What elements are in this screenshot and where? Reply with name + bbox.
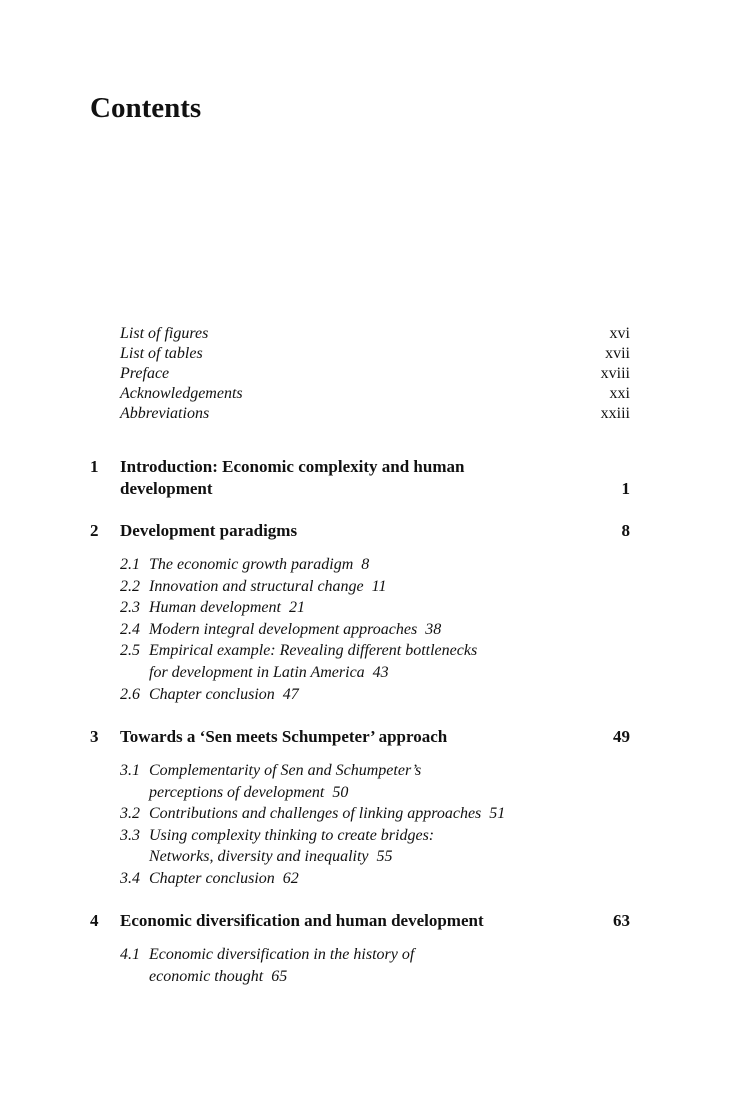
section-number: 3.3 bbox=[120, 826, 140, 844]
chapter-page: 8 bbox=[621, 521, 630, 540]
toc-entry[interactable] bbox=[120, 384, 630, 404]
section-page: 47 bbox=[282, 685, 299, 703]
section-page: 50 bbox=[332, 783, 349, 801]
entry-page: xxi bbox=[609, 385, 630, 402]
section-title: Human development bbox=[149, 599, 281, 617]
section-page: 38 bbox=[425, 620, 442, 638]
section-title: Empirical example: Revealing different bottlenecks for development in Latin America bbox=[149, 642, 478, 681]
entry-label: Abbreviations bbox=[120, 405, 210, 422]
section-number: 2.4 bbox=[120, 620, 140, 638]
chapter-heading[interactable] bbox=[90, 726, 630, 748]
chapter-heading[interactable] bbox=[90, 520, 630, 542]
section-page: 55 bbox=[376, 848, 393, 866]
page-title: Contents bbox=[90, 92, 202, 124]
chapter-page: 1 bbox=[621, 479, 630, 498]
section-entry[interactable] bbox=[120, 803, 505, 825]
section-number: 4.1 bbox=[120, 946, 140, 963]
chapter-number: 2 bbox=[90, 521, 99, 540]
section-page: 62 bbox=[282, 869, 299, 887]
entry-label: Preface bbox=[120, 365, 170, 382]
section-number: 2.5 bbox=[120, 642, 140, 660]
toc-entry[interactable] bbox=[120, 324, 630, 344]
section-number: 3.4 bbox=[120, 869, 140, 887]
section-title: Contributions and challenges of linking approaches bbox=[149, 805, 482, 823]
section-page: 65 bbox=[271, 967, 288, 985]
section-page: 21 bbox=[288, 599, 305, 617]
chapter-title: Towards a ‘Sen meets Schumpeter’ approach bbox=[120, 727, 448, 746]
section-entry[interactable] bbox=[120, 684, 499, 706]
chapter-number: 4 bbox=[90, 911, 99, 930]
chapter-title: Introduction: Economic complexity and human development bbox=[120, 457, 465, 498]
section-title: Chapter conclusion bbox=[149, 869, 275, 887]
section-entry[interactable] bbox=[120, 576, 499, 598]
section-entry[interactable] bbox=[120, 944, 419, 987]
section-page: 43 bbox=[372, 663, 389, 681]
entry-page: xviii bbox=[600, 365, 630, 382]
chapter-page: 63 bbox=[613, 911, 630, 930]
section-title: Innovation and structural change bbox=[149, 577, 364, 595]
entry-label: Acknowledgements bbox=[120, 385, 243, 402]
chapter-number: 3 bbox=[90, 727, 99, 746]
chapter-heading[interactable] bbox=[90, 456, 630, 500]
section-entry[interactable] bbox=[120, 825, 505, 868]
chapter-number: 1 bbox=[90, 457, 99, 476]
section-entry[interactable] bbox=[120, 868, 505, 890]
entry-page: xvi bbox=[609, 325, 630, 342]
section-page: 11 bbox=[371, 577, 387, 595]
toc-entry[interactable] bbox=[120, 344, 630, 364]
toc-entry[interactable] bbox=[120, 364, 630, 384]
entry-label: List of figures bbox=[120, 325, 209, 342]
section-list bbox=[120, 554, 499, 705]
section-page: 8 bbox=[361, 556, 370, 573]
section-list bbox=[120, 760, 505, 890]
section-number: 2.1 bbox=[120, 556, 140, 573]
toc-entry[interactable] bbox=[120, 404, 630, 424]
front-matter-list bbox=[120, 324, 630, 424]
entry-page: xvii bbox=[605, 345, 630, 362]
section-entry[interactable] bbox=[120, 640, 499, 683]
section-title: Using complexity thinking to create bridges: Networks, diversity and inequality bbox=[149, 826, 435, 866]
section-entry[interactable] bbox=[120, 619, 499, 641]
section-number: 2.3 bbox=[120, 599, 140, 617]
section-entry[interactable] bbox=[120, 760, 505, 803]
chapter-page: 49 bbox=[613, 727, 630, 746]
section-title: Economic diversification in the history of economic thought bbox=[149, 946, 415, 985]
chapter-title: Development paradigms bbox=[120, 521, 298, 540]
section-number: 3.2 bbox=[120, 805, 140, 823]
section-title: The economic growth paradigm bbox=[149, 556, 354, 573]
entry-label: List of tables bbox=[120, 345, 203, 362]
section-title: Chapter conclusion bbox=[149, 685, 275, 703]
entry-page: xxiii bbox=[600, 405, 630, 422]
section-number: 3.1 bbox=[120, 762, 140, 779]
section-title: Modern integral development approaches bbox=[149, 620, 418, 638]
section-list bbox=[120, 944, 419, 987]
section-number: 2.6 bbox=[120, 685, 140, 703]
section-entry[interactable] bbox=[120, 597, 499, 619]
section-entry[interactable] bbox=[120, 554, 499, 576]
section-title: Complementarity of Sen and Schumpeter’s perceptions of development bbox=[149, 762, 422, 801]
section-page: 51 bbox=[489, 805, 506, 823]
section-number: 2.2 bbox=[120, 577, 140, 595]
chapter-title: Economic diversification and human development bbox=[120, 911, 484, 930]
chapter-heading[interactable] bbox=[90, 910, 630, 932]
